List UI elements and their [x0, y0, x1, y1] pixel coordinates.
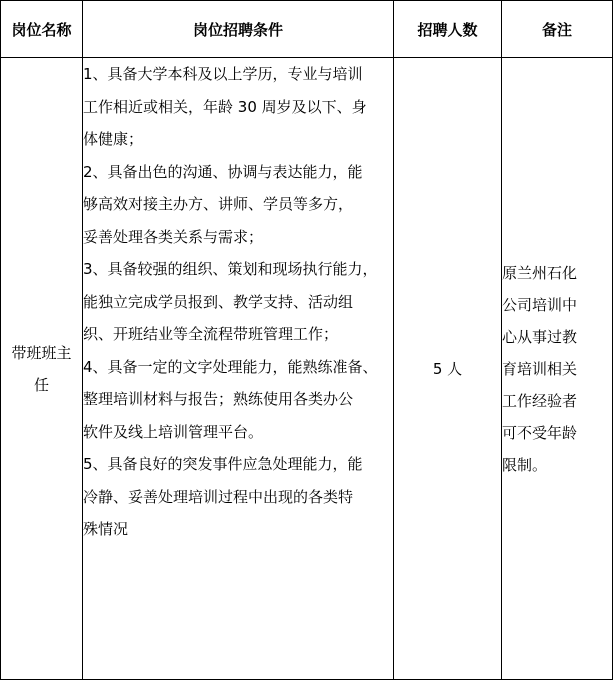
- requirement-line: 5、具备良好的突发事件应急处理能力，能: [83, 455, 363, 473]
- requirement-line: 够高效对接主办方、讲师、学员等多方，: [83, 195, 354, 213]
- note-line: 原兰州石化: [502, 263, 578, 282]
- requirement-line: 3、具备较强的组织、策划和现场执行能力，: [83, 260, 378, 278]
- notes-cell: [502, 58, 613, 680]
- note-line: 可不受年龄: [502, 423, 578, 442]
- note-line: 公司培训中: [502, 295, 578, 314]
- requirement-line: 整理培训材料与报告；熟练使用各类办公: [83, 390, 354, 408]
- note-line: 育培训相关: [502, 359, 578, 378]
- position-cell: [1, 58, 83, 680]
- headcount-cell: 5 人: [394, 58, 502, 680]
- requirement-line: 能独立完成学员报到、教学支持、活动组: [83, 292, 354, 311]
- requirement-line: 软件及线上培训管理平台。: [83, 422, 264, 441]
- position-name-line-2: 任: [33, 375, 49, 394]
- requirement-line: 体健康；: [83, 130, 144, 148]
- header-row: [1, 1, 613, 58]
- requirement-line: 工作相近或相关，年龄 30 周岁及以下、身: [83, 97, 367, 116]
- table-row: [1, 58, 613, 680]
- requirement-line: 殊情况: [83, 520, 129, 538]
- header-notes: 备注: [502, 1, 613, 58]
- requirement-line: 妥善处理各类关系与需求；: [83, 227, 264, 246]
- requirement-line: 织、开班结业等全流程带班管理工作；: [83, 325, 339, 343]
- requirements-cell: [83, 58, 394, 680]
- requirement-line: 冷静、妥善处理培训过程中出现的各类特: [83, 487, 354, 506]
- header-headcount: 招聘人数: [394, 1, 502, 58]
- note-line: 心从事过教: [502, 327, 578, 346]
- note-line: 限制。: [502, 455, 548, 474]
- requirement-line: 2、具备出色的沟通、协调与表达能力，能: [83, 162, 363, 181]
- requirement-line: 4、具备一定的文字处理能力，能熟练准备、: [83, 357, 378, 376]
- header-position: 岗位名称: [1, 1, 83, 58]
- note-line: 工作经验者: [502, 391, 578, 410]
- position-name-line-1: 带班班主: [11, 343, 72, 362]
- header-requirements: 岗位招聘条件: [83, 1, 394, 58]
- requirement-line: 1、具备大学本科及以上学历，专业与培训: [83, 65, 363, 83]
